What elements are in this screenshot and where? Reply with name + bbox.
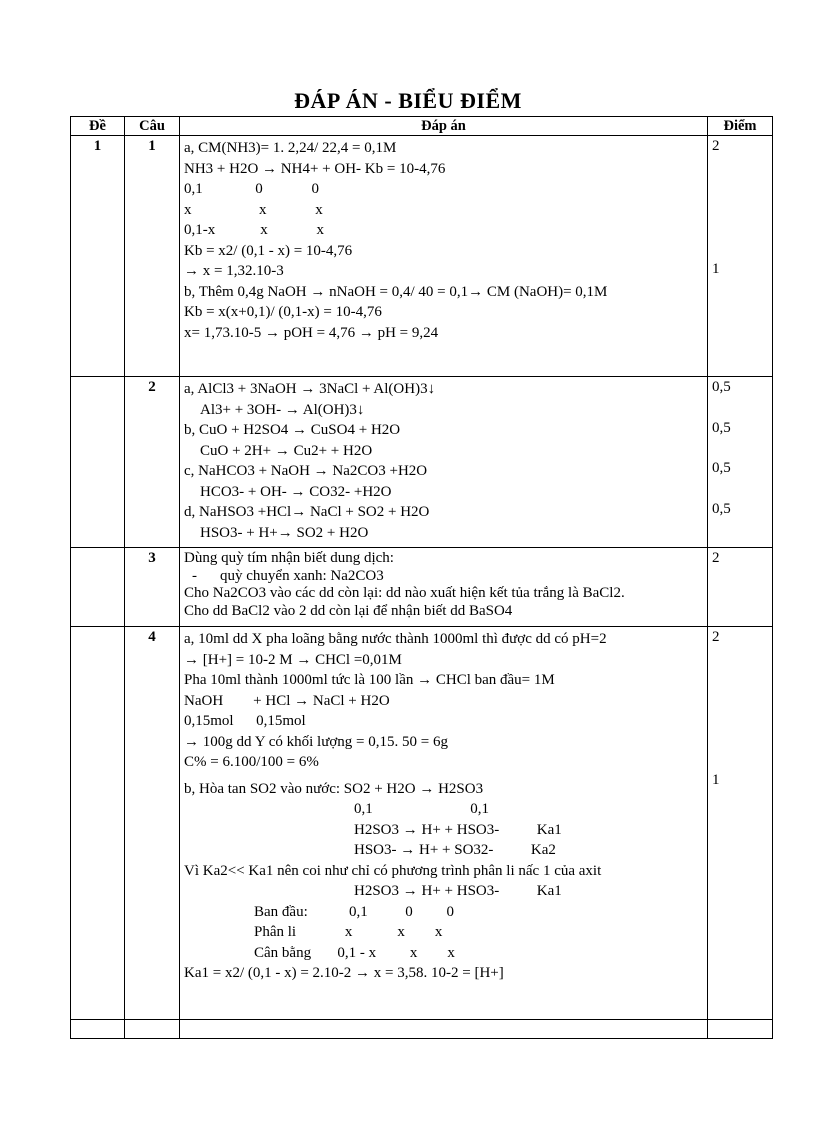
question-number: 4: [125, 627, 180, 1020]
answer-line: b, Hòa tan SO2 vào nước: SO2 + H2O → H2SO3: [184, 780, 484, 797]
answer-cell: [180, 548, 708, 627]
empty-cell: [125, 1020, 180, 1039]
points-value: 2: [712, 629, 720, 645]
question-number: 1: [125, 136, 180, 377]
answer-line: 0,1 0,1: [354, 801, 489, 817]
answer-line: H2SO3 → H+ + HSO3- Ka1: [354, 821, 562, 838]
page-title: ĐÁP ÁN - BIỂU ĐIỂM: [294, 88, 522, 113]
answer-line: Kb = x2/ (0,1 - x) = 10-4,76: [184, 242, 353, 259]
answer-table: [70, 116, 773, 1039]
answer-line: Cho Na2CO3 vào các dd còn lại: dd nào xuất hiện kết tủa trắng là BaCl2.: [184, 585, 625, 601]
answer-line: CuO + 2H+ → Cu2+ + H2O: [200, 442, 373, 459]
header-de: Đề: [71, 117, 125, 136]
answer-line: a, AlCl3 + 3NaOH → 3NaCl + Al(OH)3↓: [184, 381, 436, 397]
answer-line: C% = 6.100/100 = 6%: [184, 754, 319, 770]
points-value: 1: [712, 260, 720, 277]
answer-line-text: quỳ chuyển xanh: Na2CO3: [220, 567, 384, 584]
answer-line: x= 1,73.10-5 → pOH = 4,76 → pH = 9,24: [184, 324, 439, 341]
answer-line: Phân li x x x: [254, 924, 443, 940]
answer-line: a, 10ml dd X pha loãng bằng nước thành 1000ml thì được dd có pH=2: [184, 631, 607, 647]
answer-cell: [180, 627, 708, 1020]
answer-line: Al3+ + 3OH- → Al(OH)3↓: [200, 401, 365, 418]
table-row: [71, 1020, 773, 1039]
question-number: 2: [125, 377, 180, 548]
answer-line: 0,15mol 0,15mol: [184, 713, 306, 729]
points-cell: [708, 548, 773, 627]
answer-line: NaOH + HCl → NaCl + H2O: [184, 692, 390, 709]
empty-cell: [708, 1020, 773, 1039]
points-value: 0,5: [712, 500, 731, 517]
de-empty: [71, 377, 125, 548]
table-row: [71, 136, 773, 377]
answer-line: Ka1 = x2/ (0,1 - x) = 2.10-2 → x = 3,58. 10-2 = [H+]: [184, 965, 504, 981]
points-cell: [708, 136, 773, 377]
points-value: 1: [712, 771, 720, 788]
answer-line: → x = 1,32.10-3: [184, 263, 284, 279]
answer-line: NH3 + H2O → NH4+ + OH- Kb = 10-4,76: [184, 160, 446, 177]
answer-line: HCO3- + OH- → CO32- +H2O: [200, 483, 392, 500]
answer-line: Pha 10ml thành 1000ml tức là 100 lần → CHCl ban đầu= 1M: [184, 672, 555, 688]
answer-line: Cân bằng 0,1 - x x x: [254, 944, 455, 961]
answer-line: 0,1 0 0: [184, 181, 319, 197]
answer-line: Kb = x(x+0,1)/ (0,1-x) = 10-4,76: [184, 304, 382, 320]
answer-line: a, CM(NH3)= 1. 2,24/ 22,4 = 0,1M: [184, 140, 397, 156]
table-row: [71, 627, 773, 1020]
header-diem: Điểm: [708, 117, 773, 136]
de-number: 1: [71, 136, 125, 377]
answer-cell: [180, 136, 708, 377]
answer-line: → 100g dd Y có khối lượng = 0,15. 50 = 6g: [184, 733, 448, 750]
answer-line: c, NaHCO3 + NaOH → Na2CO3 +H2O: [184, 463, 428, 479]
answer-line: [184, 568, 703, 586]
points-value: 2: [712, 550, 720, 566]
answer-line: b, Thêm 0,4g NaOH → nNaOH = 0,4/ 40 = 0,1→ CM (NaOH)= 0,1M: [184, 283, 608, 300]
answer-line: → [H+] = 10-2 M → CHCl =0,01M: [184, 651, 402, 668]
empty-cell: [180, 1020, 708, 1039]
answer-line: d, NaHSO3 +HCl→ NaCl + SO2 + H2O: [184, 504, 430, 520]
answer-line: Vì Ka2<< Ka1 nên coi như chỉ có phương trình phân li nấc 1 của axit: [184, 862, 602, 879]
answer-line: Dùng quỳ tím nhận biết dung dịch:: [184, 550, 394, 566]
points-value: 2: [712, 138, 720, 154]
table-row: [71, 377, 773, 548]
points-value: 0,5: [712, 419, 731, 436]
answer-line: Cho dd BaCl2 vào 2 dd còn lại để nhận biết dd BaSO4: [184, 602, 513, 619]
answer-line: H2SO3 → H+ + HSO3- Ka1: [354, 883, 562, 899]
de-empty: [71, 627, 125, 1020]
table-header-row: [71, 117, 773, 136]
empty-cell: [71, 1020, 125, 1039]
points-value: 0,5: [712, 460, 731, 476]
header-cau: Câu: [125, 117, 180, 136]
question-number: 3: [125, 548, 180, 627]
answer-line: HSO3- → H+ + SO32- Ka2: [354, 842, 556, 858]
answer-line: HSO3- + H+→ SO2 + H2O: [200, 524, 369, 541]
points-cell: [708, 377, 773, 548]
table-row: [71, 548, 773, 627]
de-empty: [71, 548, 125, 627]
header-dap-an: Đáp án: [180, 117, 708, 136]
answer-line: x x x: [184, 201, 323, 218]
points-value: 0,5: [712, 379, 731, 395]
answer-line: Ban đầu: 0,1 0 0: [254, 903, 454, 920]
answer-line: 0,1-x x x: [184, 222, 324, 238]
answer-cell: [180, 377, 708, 548]
answer-line: b, CuO + H2SO4 → CuSO4 + H2O: [184, 422, 401, 438]
bullet-dash: -: [192, 567, 197, 584]
points-cell: [708, 627, 773, 1020]
